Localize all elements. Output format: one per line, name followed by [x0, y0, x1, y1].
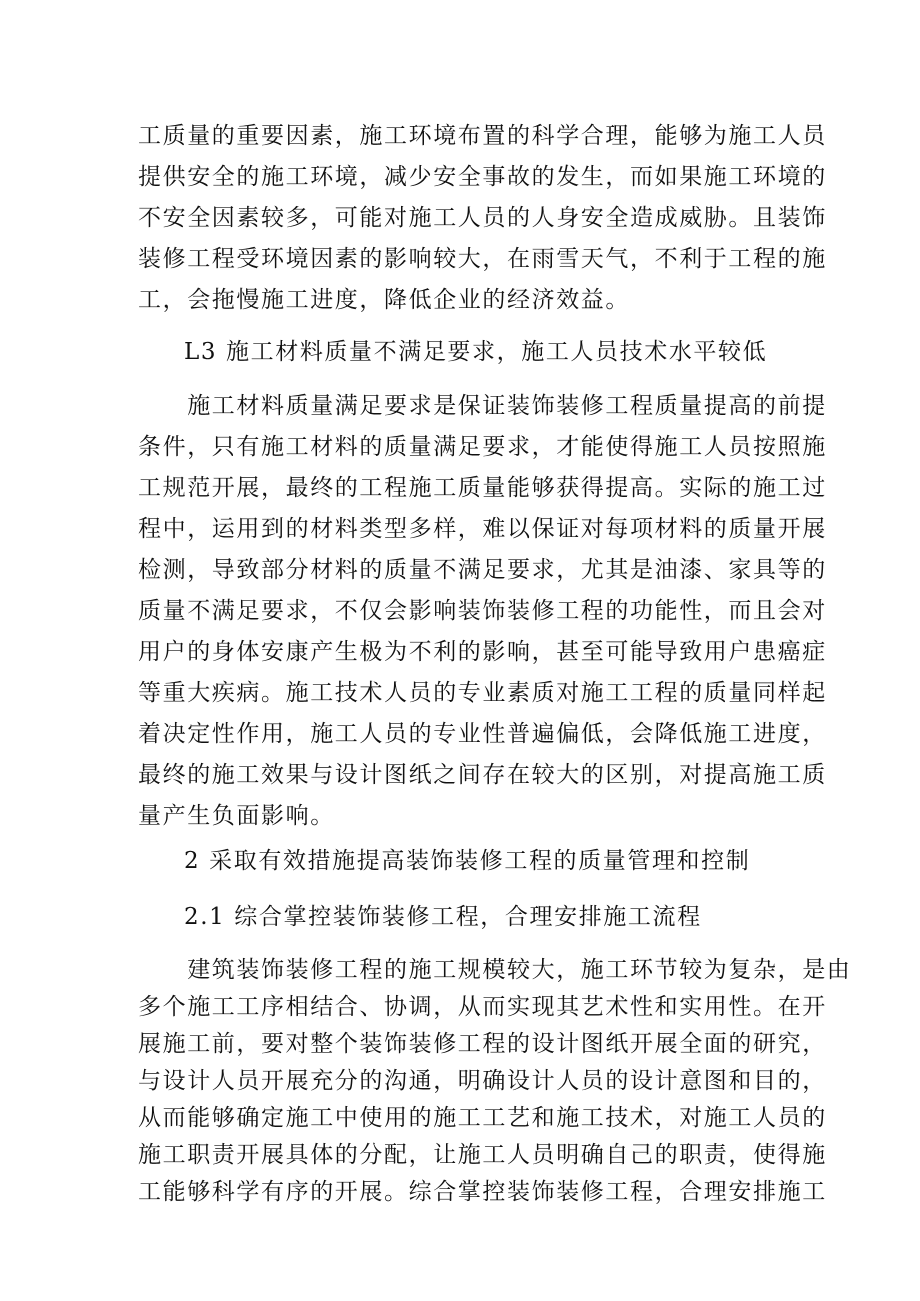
text-line: 着决定性作用，施工人员的专业性普遍偏低，会降低施工进度， [138, 721, 827, 747]
section-heading-2: 2 采取有效措施提高装饰装修工程的质量管理和控制 [184, 848, 751, 874]
text-line: 程中，运用到的材料类型多样，难以保证对每项材料的质量开展 [138, 516, 827, 542]
paragraph-materials [138, 386, 827, 837]
text-line: 工，会拖慢施工进度，降低企业的经济效益。 [138, 287, 630, 313]
section-heading-2-1: 2.1 综合掌控装饰装修工程，合理安排施工流程 [184, 904, 702, 930]
text-line: 用户的身体安康产生极为不利的影响，甚至可能导致用户患癌症 [138, 639, 827, 665]
text-line: 工能够科学有序的开展。综合掌控装饰装修工程，合理安排施工 [138, 1179, 827, 1205]
text-line: 条件，只有施工材料的质量满足要求，才能使得施工人员按照施 [138, 434, 827, 460]
text-line: 最终的施工效果与设计图纸之间存在较大的区别，对提高施工质 [138, 762, 827, 788]
paragraph-environment [138, 116, 827, 321]
text-line: 装修工程受环境因素的影响较大，在雨雪天气，不利于工程的施 [138, 246, 827, 272]
text-line: 提供安全的施工环境，减少安全事故的发生，而如果施工环境的 [138, 164, 827, 190]
text-line: 工质量的重要因素，施工环境布置的科学合理，能够为施工人员 [138, 123, 827, 149]
paragraph-planning [138, 952, 852, 1211]
text-line: 检测，导致部分材料的质量不满足要求，尤其是油漆、家具等的 [138, 557, 827, 583]
text-line: 施工材料质量满足要求是保证装饰装修工程质量提高的前提 [138, 393, 827, 419]
text-line: 多个施工工序相结合、协调，从而实现其艺术性和实用性。在开 [138, 994, 827, 1020]
text-line: 展施工前，要对整个装饰装修工程的设计图纸开展全面的研究， [138, 1031, 827, 1057]
text-line: 与设计人员开展充分的沟通，明确设计人员的设计意图和目的， [138, 1068, 827, 1094]
text-line: 从而能够确定施工中使用的施工工艺和施工技术，对施工人员的 [138, 1105, 827, 1131]
text-line: 等重大疾病。施工技术人员的专业素质对施工工程的质量同样起 [138, 680, 827, 706]
text-line: 质量不满足要求，不仅会影响装饰装修工程的功能性，而且会对 [138, 598, 827, 624]
text-line: 建筑装饰装修工程的施工规模较大，施工环节较为复杂，是由 [138, 957, 852, 983]
text-line: 量产生负面影响。 [138, 803, 335, 829]
text-line: 工规范开展，最终的工程施工质量能够获得提高。实际的施工过 [138, 475, 827, 501]
text-line: 不安全因素较多，可能对施工人员的人身安全造成威胁。且装饰 [138, 205, 827, 231]
text-line: 施工职责开展具体的分配，让施工人员明确自己的职责，使得施 [138, 1142, 827, 1168]
section-heading-1-3: L3 施工材料质量不满足要求，施工人员技术水平较低 [184, 339, 768, 365]
